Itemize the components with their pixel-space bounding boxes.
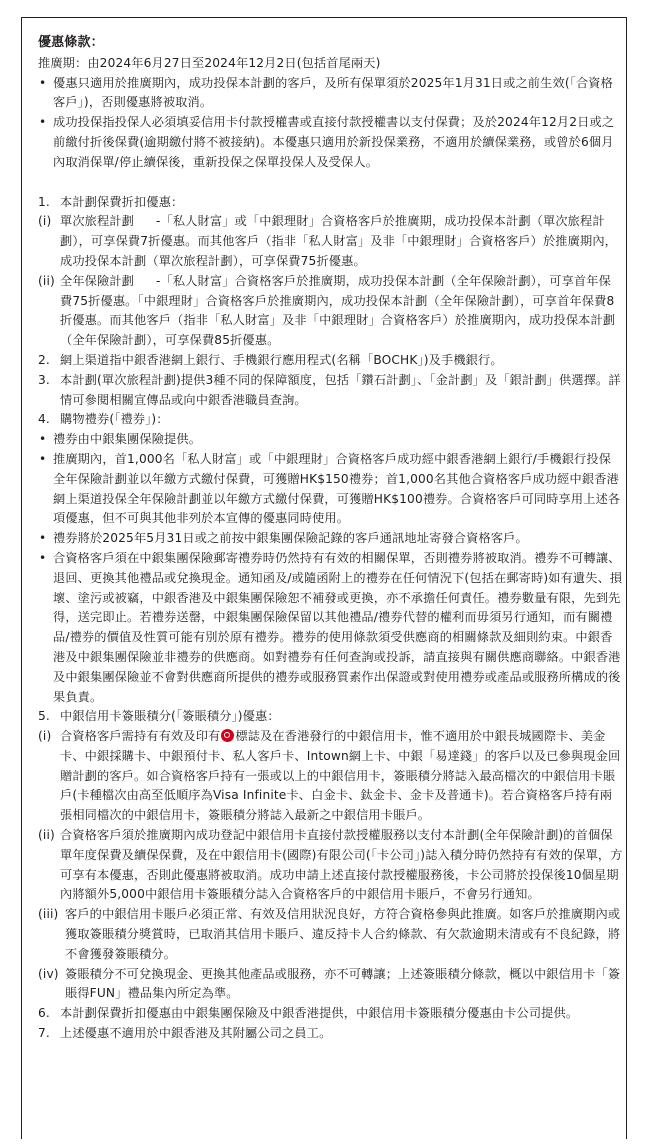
plan-name: 全年保險計劃 xyxy=(60,273,135,288)
item-text: -「私人財富」或「中銀理財」合資格客戶於推廣期，成功投保本計劃（單次旅程計劃），可享保費7折優惠。而其他客戶（指非「私人財富」及非「中銀理財」合資格客戶）於推廣期內，成功投保本計劃（單次旅程計劃），可享保費75折優惠。 xyxy=(60,214,617,268)
section-text: 網上渠道指中銀香港網上銀行、手機銀行應用程式(名稱「BOCHK」)及手機銀行。 xyxy=(60,352,503,367)
bullet-dot: • xyxy=(39,531,47,546)
section-title: 購物禮券(「禮券」)： xyxy=(60,412,169,427)
item-text: 客戶的中銀信用卡賬戶必須正常、有效及信用狀況良好，方符合資格參與此推廣。如客戶於推廣期內或獲取簽賬積分獎賞時，已取消其信用卡賬戶、違反持卡人合約條款、有欠款逾期未清或有不良紀錄，將不會獲發簽賬積分。 xyxy=(65,907,621,961)
section-7 xyxy=(38,1024,623,1044)
section-1-item xyxy=(38,272,623,351)
section-3 xyxy=(38,371,623,411)
section-text: 上述優惠不適用於中銀香港及其附屬公司之員工。 xyxy=(60,1026,332,1041)
bullet-dot: • xyxy=(39,550,47,565)
item-text: 合資格客戶須於推廣期內成功登記中銀信用卡直接付款授權服務以支付本計劃(全年保險計劃)的首個保單年度保費及續保保費，及在中銀信用卡(國際)有限公司(「卡公司」)誌入積分時仍然持有有效的保單，方可享有本優惠，否則此優惠將被取消。成功申請上述直接付款授權服務後，卡公司將於投保後10個星期內將額外5,000中銀信用卡簽賬積分誌入合資格客戶的中銀信用卡賬戶，不會另行通知。 xyxy=(60,828,623,902)
section-5-item xyxy=(38,826,623,905)
coupon-bullet-text: 推廣期內，首1,000名「私人財富」或「中銀理財」合資格客戶成功經中銀香港網上銀行/手機銀行投保全年保險計劃並以年繳方式繳付保費，可獲贈HK$150禮券；首1,000名其他合資格客戶成功經中銀香港網上渠道投保全年保險計劃並以年繳方式繳付保費，可獲贈HK$100禮券。合資格客戶可同時享用上述各項優惠，但不可與其他非列於本宣傳的優惠同時使用。 xyxy=(53,451,621,526)
section-text: 本計劃(單次旅程計劃)提供3種不同的保障額度，包括「鑽石計劃」、「金計劃」及「銀計劃」供選擇。詳情可參閱相關宣傳品或向中銀香港職員查詢。 xyxy=(60,372,621,407)
coupon-bullet xyxy=(38,450,623,529)
section-number: 1. xyxy=(38,194,50,209)
section-number: 2. xyxy=(38,352,50,367)
coupon-bullet xyxy=(38,549,623,707)
coupon-bullet xyxy=(38,529,623,549)
section-number: 6. xyxy=(38,1006,50,1021)
item-marker: (iii) xyxy=(38,907,59,922)
item-text: 簽賬積分不可兌換現金、更換其他產品或服務，亦不可轉讓；上述簽賬積分條款，概以中銀信用卡「簽賬得FUN」禮品集內所定為準。 xyxy=(65,966,621,1001)
section-number: 5. xyxy=(38,709,50,724)
intro-bullet-text: 成功投保指投保人必須填妥信用卡付款授權書或直接付款授權書以支付保費；及於2024年12月2日或之前繳付折後保費(逾期繳付將不被接納)。本優惠只適用於新投保業務，不適用於續保業務，或曾於6個月內取消保單/停止續保後，重新投保之保單投保人及受保人。 xyxy=(53,115,615,169)
item-marker: (ii) xyxy=(38,828,55,843)
intro-bullet xyxy=(38,113,623,172)
section-6 xyxy=(38,1004,623,1024)
section-number: 7. xyxy=(38,1026,50,1041)
section-5-item xyxy=(38,965,623,1005)
item-marker: (ii) xyxy=(38,273,55,288)
section-5-item xyxy=(38,727,623,826)
item-marker: (iv) xyxy=(38,966,59,981)
intro-bullet-text: 優惠只適用於推廣期內，成功投保本計劃的客戶，及所有保單須於2025年1月31日或之前生效(「合資格客戶」)，否則優惠將被取消。 xyxy=(53,75,613,110)
coupon-bullet-text: 禮券由中銀集團保險提供。 xyxy=(53,432,202,447)
item-text: -「私人財富」合資格客戶於推廣期，成功投保本計劃（全年保險計劃），可享首年保費75折優惠。「中銀理財」合資格客戶於推廣期內，成功投保本計劃（全年保險計劃），可享首年保費8折優惠。而其他客戶（指非「私人財富」及非「中銀理財」合資格客戶）於推廣期內，成功投保本計劃（全年保險計劃），可享保費85折優惠。 xyxy=(60,273,616,348)
terms-content xyxy=(38,33,623,1044)
bullet-dot: • xyxy=(39,115,47,130)
promotion-period: 推廣期：由2024年6月27日至2024年12月2日(包括首尾兩天) xyxy=(38,55,381,70)
coupon-bullet-text: 合資格客戶須在中銀集團保險郵寄禮券時仍然持有有效的相關保單，否則禮券將被取消。禮券不可轉讓、退回、更換其他禮品或兌換現金。通知函及/或隨函附上的禮券在任何情況下(包括在郵寄時)如有遺失、損壞、塗污或被竊，中銀香港及中銀集團保險恕不補發或更換，亦不承擔任何責任。禮券數量有限，先到先得，送完即止。若禮券送罄，中銀集團保險保留以其他禮品/禮券代替的權利而毋須另行通知，而有關禮品/禮券的價值及性質可能有別於原有禮券。禮券的使用條款須受供應商的相關條款及細則約束。中銀香港及中銀集團保險並非禮券的供應商。如對禮券有任何查詢或投訴，請直接與有關供應商聯絡。中銀香港及中銀集團保險並不會對供應商所提供的禮券或服務質素作出保證或對使用禮券或產品或服務所構成的後果負責。 xyxy=(53,550,623,704)
section-2 xyxy=(38,351,623,371)
section-number: 3. xyxy=(38,372,50,387)
section-title: 本計劃保費折扣優惠： xyxy=(60,194,184,209)
unionpay-logo-icon xyxy=(221,729,234,742)
bullet-dot: • xyxy=(39,451,47,466)
terms-heading: 優惠條款： xyxy=(38,35,104,50)
bullet-dot: • xyxy=(39,432,47,447)
section-title: 中銀信用卡簽賬積分(「簽賬積分」)優惠： xyxy=(60,709,280,724)
section-number: 4. xyxy=(38,412,50,427)
section-5-title xyxy=(38,707,623,727)
item-marker: (i) xyxy=(38,729,52,744)
section-5-item xyxy=(38,905,623,964)
section-4-title xyxy=(38,410,623,430)
section-text: 本計劃保費折扣優惠由中銀集團保險及中銀香港提供，中銀信用卡簽賬積分優惠由卡公司提供。 xyxy=(60,1006,579,1021)
item-text-before-logo: 合資格客戶需持有有效及印有 xyxy=(60,729,221,744)
section-1-title xyxy=(38,193,623,213)
section-1-item xyxy=(38,212,623,271)
bullet-dot: • xyxy=(39,75,47,90)
coupon-bullet-text: 禮券將於2025年5月31日或之前按中銀集團保險記錄的客戶通訊地址寄發合資格客戶。 xyxy=(53,531,528,546)
intro-bullet xyxy=(38,74,623,114)
item-text-after-logo: 標誌及在香港發行的中銀信用卡，惟不適用於中銀長城國際卡、美金卡、中銀採購卡、中銀預付卡、私人客戶卡、Intown網上卡、中銀「易達錢」的客戶以及已參與現金回贈計劃的客戶。如合資格客戶持有一張或以上的中銀信用卡，簽賬積分將誌入最高檔次的中銀信用卡賬戶(卡種檔次由高至低順序為Visa Infinite卡、白金卡、鈦金卡、金卡及普通卡)。若合資格客戶持有兩張相同檔次的中銀信用卡，簽賬積分將誌入最新之中銀信用卡賬戶。 xyxy=(60,729,621,823)
plan-name: 單次旅程計劃 xyxy=(60,214,135,229)
coupon-bullet xyxy=(38,430,623,450)
item-marker: (i) xyxy=(38,214,52,229)
